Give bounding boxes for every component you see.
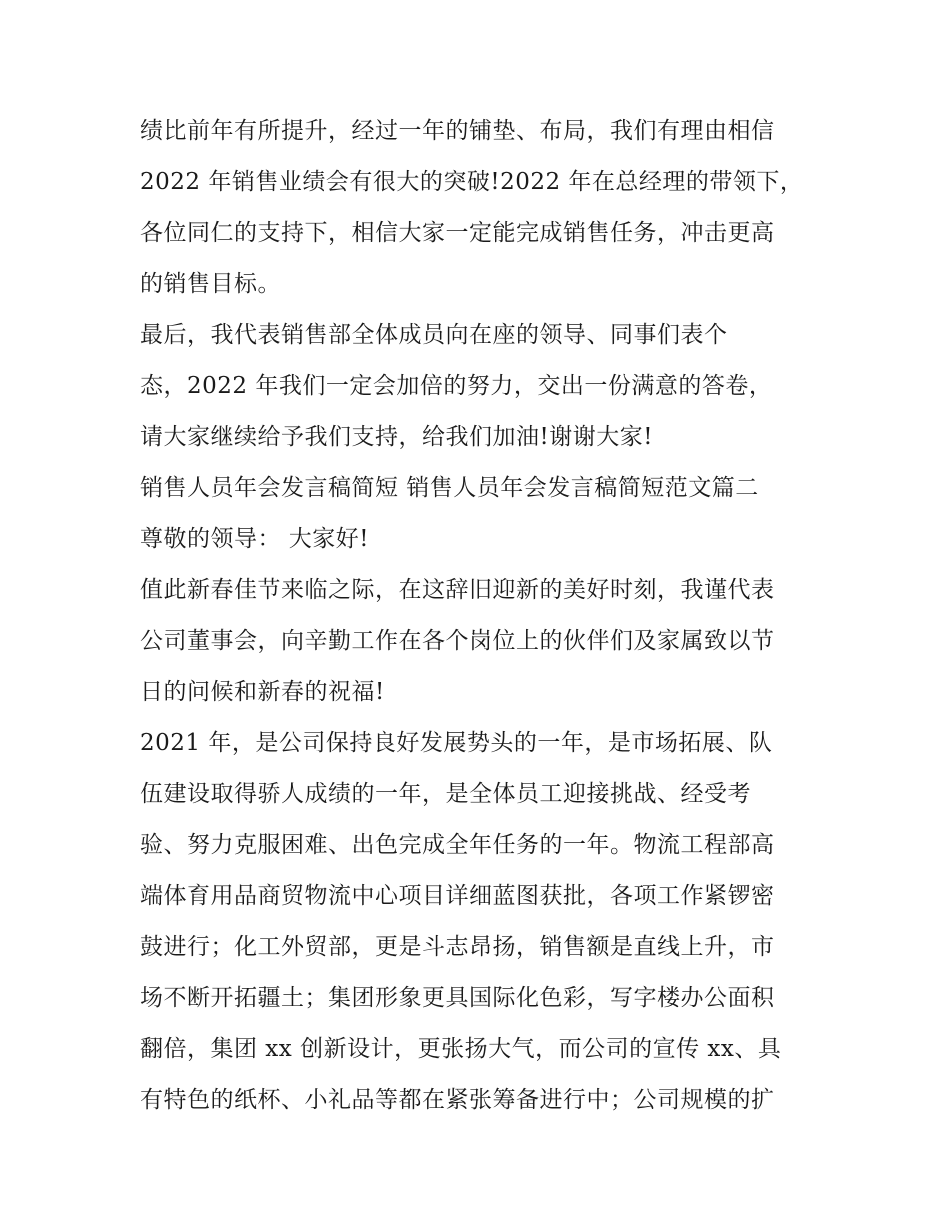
text-line: 请大家继续给予我们支持，给我们加油!谢谢大家! xyxy=(140,424,653,450)
text-line: 公司董事会，向辛勤工作在各个岗位上的伙伴们及家属致以节 xyxy=(140,628,775,654)
section-heading: 销售人员年会发言稿简短 销售人员年会发言稿简短范文篇二 xyxy=(140,475,759,501)
text-line: 伍建设取得骄人成绩的一年，是全体员工迎接挑战、经受考 xyxy=(140,781,751,807)
body-text xyxy=(140,106,820,1126)
text-line: 日的问候和新春的祝福! xyxy=(140,679,385,705)
text-line: 态，2022 年我们一定会加倍的努力，交出一份满意的答卷， xyxy=(140,373,773,399)
text-line: 端体育用品商贸物流中心项目详细蓝图获批，各项工作紧锣密 xyxy=(140,883,775,909)
text-line: 2022 年销售业绩会有很大的突破!2022 年在总经理的带领下， xyxy=(140,169,804,195)
text-line: 有特色的纸杯、小礼品等都在紧张筹备进行中；公司规模的扩 xyxy=(140,1087,775,1113)
text-line: 场不断开拓疆土；集团形象更具国际化色彩，写字楼办公面积 xyxy=(140,985,775,1011)
text-line: 各位同仁的支持下，相信大家一定能完成销售任务，冲击更高 xyxy=(140,220,775,246)
salutation: 尊敬的领导： 大家好! xyxy=(140,526,370,552)
text-line: 2021 年，是公司保持良好发展势头的一年，是市场拓展、队 xyxy=(140,730,773,756)
text-line: 翻倍，集团 xx 创新设计，更张扬大气，而公司的宣传 xx、具 xyxy=(140,1036,782,1062)
text-line: 值此新春佳节来临之际，在这辞旧迎新的美好时刻，我谨代表 xyxy=(140,577,775,603)
text-line: 验、努力克服困难、出色完成全年任务的一年。物流工程部高 xyxy=(140,832,775,858)
text-line: 最后，我代表销售部全体成员向在座的领导、同事们表个 xyxy=(140,322,728,348)
text-line: 的销售目标。 xyxy=(140,271,281,297)
text-line: 绩比前年有所提升，经过一年的铺垫、布局，我们有理由相信 xyxy=(140,118,775,144)
text-line: 鼓进行；化工外贸部，更是斗志昂扬，销售额是直线上升，市 xyxy=(140,934,775,960)
